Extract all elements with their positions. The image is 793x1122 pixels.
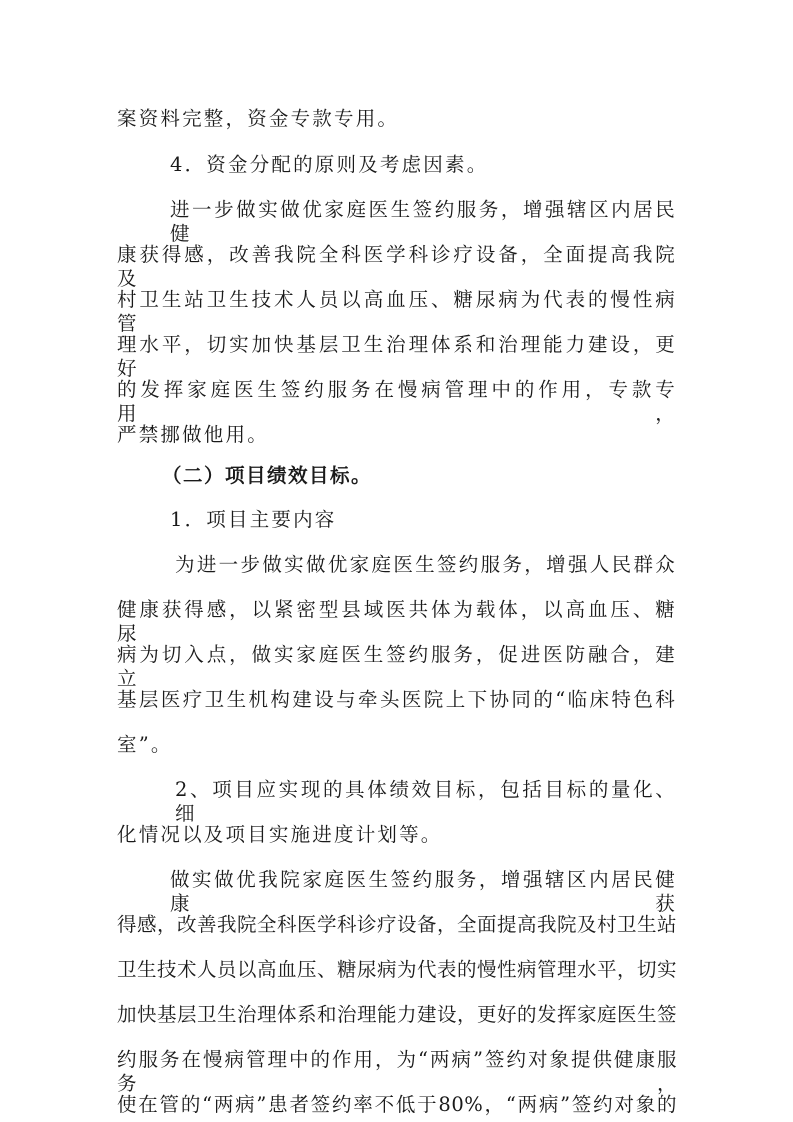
paragraph-line: 使在管的“两病”患者签约率不低于80%，“两病”签约对象的 bbox=[117, 1093, 677, 1116]
paragraph-line: 康获得感，改善我院全科医学科诊疗设备，全面提高我院及 bbox=[117, 243, 677, 290]
section-item-heading: 1．项目主要内容 bbox=[170, 508, 337, 531]
section-item-heading: 化情况以及项目实施进度计划等。 bbox=[117, 823, 443, 846]
paragraph-line: 卫生技术人员以高血压、糖尿病为代表的慢性病管理水平，切实 bbox=[117, 958, 678, 981]
section-heading: （二）项目绩效目标。 bbox=[162, 464, 373, 487]
paragraph-line: 村卫生站卫生技术人员以高血压、糖尿病为代表的慢性病管 bbox=[117, 288, 677, 335]
section-item-heading: 2、项目应实现的具体绩效目标，包括目标的量化、细 bbox=[175, 778, 677, 825]
paragraph-line: 进一步做实做优家庭医生签约服务，增强辖区内居民健 bbox=[170, 198, 677, 245]
paragraph-line: 加快基层卫生治理体系和治理能力建设，更好的发挥家庭医生签 bbox=[117, 1003, 678, 1026]
section-item-heading: 4．资金分配的原则及考虑因素。 bbox=[170, 153, 489, 176]
paragraph-line: 理水平，切实加快基层卫生治理体系和治理能力建设，更好 bbox=[117, 333, 677, 380]
paragraph-line: 病为切入点，做实家庭医生签约服务，促进医防融合，建立 bbox=[117, 643, 677, 690]
paragraph-line: 的发挥家庭医生签约服务在慢病管理中的作用，专款专用， bbox=[117, 378, 677, 425]
paragraph-line: 健康获得感，以紧密型县域医共体为载体，以高血压、糖尿 bbox=[117, 598, 677, 645]
paragraph-line: 案资料完整，资金专款专用。 bbox=[117, 107, 400, 130]
paragraph-line: 做实做优我院家庭医生签约服务，增强辖区内居民健康获 bbox=[170, 868, 677, 915]
paragraph-line: 基层医疗卫生机构建设与牵头医院上下协同的“临床特色科 bbox=[117, 688, 677, 711]
paragraph-line: 为进一步做实做优家庭医生签约服务，增强人民群众 bbox=[175, 553, 677, 576]
paragraph-line: 严禁挪做他用。 bbox=[117, 423, 269, 446]
paragraph-line: 室”。 bbox=[117, 733, 173, 756]
paragraph-line: 得感，改善我院全科医学科诊疗设备，全面提高我院及村卫生站 bbox=[117, 913, 678, 936]
paragraph-line: 约服务在慢病管理中的作用，为“两病”签约对象提供健康服务， bbox=[117, 1048, 677, 1095]
